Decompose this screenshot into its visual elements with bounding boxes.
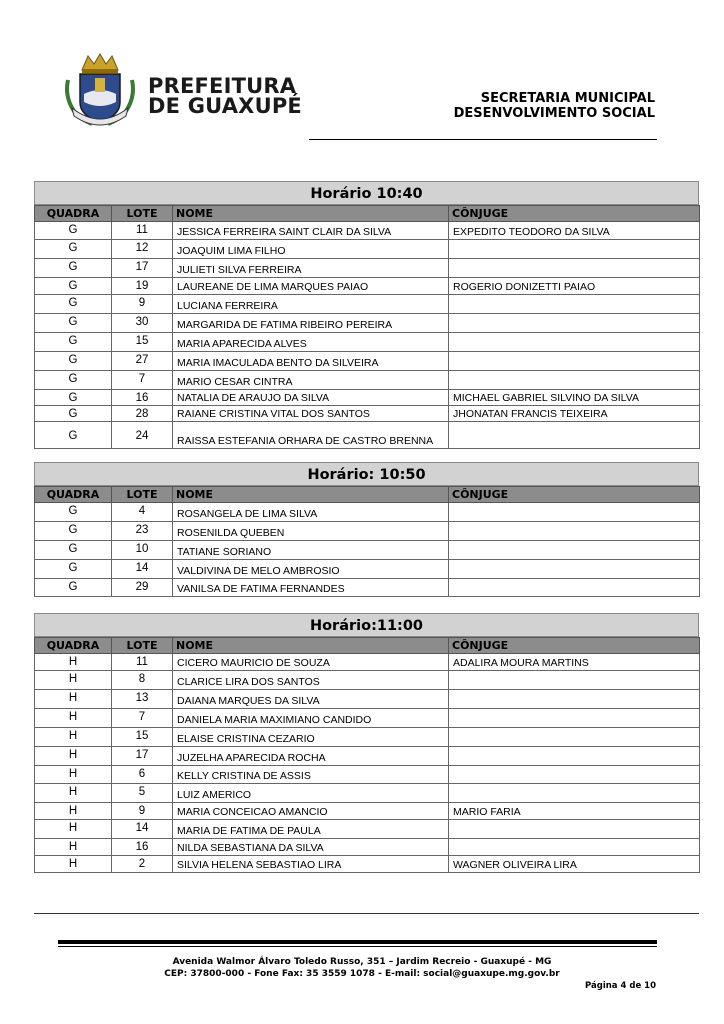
table-row [35, 422, 700, 449]
schedule-block-1040 [34, 181, 699, 449]
cell-nome: TATIANE SORIANO [173, 541, 449, 560]
cell-lote: 7 [112, 709, 173, 728]
table-row [35, 240, 700, 259]
page-number: Página 4 de 10 [585, 981, 656, 991]
table-row [35, 522, 700, 541]
column-header-conjuge: CÔNJUGE [449, 638, 700, 654]
cell-nome: ELAISE CRISTINA CEZARIO [173, 728, 449, 747]
table-header-row [35, 638, 700, 654]
prefeitura-logo [62, 50, 302, 130]
cell-lote: 8 [112, 671, 173, 690]
cell-nome: MARIA IMACULADA BENTO DA SILVEIRA [173, 352, 449, 371]
footer-top-rule [34, 913, 699, 914]
cell-conjuge [449, 728, 700, 747]
cell-lote: 30 [112, 314, 173, 333]
brand-line-2: DE GUAXUPÉ [148, 94, 302, 118]
cell-quadra: H [35, 803, 112, 820]
cell-conjuge [449, 522, 700, 541]
table-row [35, 295, 700, 314]
department-line-2: DESENVOLVIMENTO SOCIAL [453, 106, 655, 121]
table-row [35, 503, 700, 522]
column-header-nome: NOME [173, 206, 449, 222]
cell-quadra: G [35, 278, 112, 295]
cell-conjuge [449, 422, 700, 449]
column-header-lote: LOTE [112, 487, 173, 503]
cell-conjuge: JHONATAN FRANCIS TEIXEIRA [449, 406, 700, 422]
table-row [35, 766, 700, 784]
table-row [35, 222, 700, 240]
table-header-row [35, 487, 700, 503]
cell-lote: 12 [112, 240, 173, 259]
cell-quadra: G [35, 422, 112, 449]
cell-nome: MARIA APARECIDA ALVES [173, 333, 449, 352]
cell-conjuge [449, 295, 700, 314]
cell-quadra: G [35, 259, 112, 278]
table-row [35, 406, 700, 422]
column-header-quadra: QUADRA [35, 206, 112, 222]
table-row [35, 690, 700, 709]
cell-lote: 14 [112, 560, 173, 579]
cell-conjuge [449, 352, 700, 371]
cell-lote: 15 [112, 728, 173, 747]
column-header-lote: LOTE [112, 206, 173, 222]
cell-conjuge [449, 579, 700, 597]
cell-quadra: G [35, 522, 112, 541]
cell-conjuge [449, 541, 700, 560]
cell-quadra: G [35, 503, 112, 522]
table-row [35, 654, 700, 671]
cell-lote: 11 [112, 222, 173, 240]
cell-quadra: H [35, 728, 112, 747]
cell-nome: ROSANGELA DE LIMA SILVA [173, 503, 449, 522]
cell-conjuge [449, 690, 700, 709]
cell-conjuge [449, 333, 700, 352]
brand-line-1: PREFEITURA [148, 74, 297, 98]
cell-lote: 9 [112, 295, 173, 314]
cell-nome: VANILSA DE FATIMA FERNANDES [173, 579, 449, 597]
cell-lote: 13 [112, 690, 173, 709]
cell-quadra: H [35, 671, 112, 690]
column-header-conjuge: CÔNJUGE [449, 206, 700, 222]
cell-nome: DANIELA MARIA MAXIMIANO CANDIDO [173, 709, 449, 728]
column-header-quadra: QUADRA [35, 487, 112, 503]
cell-quadra: G [35, 579, 112, 597]
cell-conjuge [449, 766, 700, 784]
cell-conjuge [449, 314, 700, 333]
cell-conjuge [449, 560, 700, 579]
cell-lote: 11 [112, 654, 173, 671]
cell-lote: 16 [112, 390, 173, 406]
header-divider [309, 139, 657, 140]
cell-lote: 29 [112, 579, 173, 597]
footer-contact: CEP: 37800-000 - Fone Fax: 35 3559 1078 - E-mail: social@guaxupe.mg.gov.br [164, 969, 560, 979]
footer-thin-rule [58, 946, 657, 947]
schedule-table [34, 637, 700, 873]
cell-quadra: G [35, 222, 112, 240]
cell-lote: 15 [112, 333, 173, 352]
cell-lote: 10 [112, 541, 173, 560]
block-title: Horário:11:00 [34, 613, 699, 637]
table-row [35, 314, 700, 333]
cell-conjuge: ROGERIO DONIZETTI PAIAO [449, 278, 700, 295]
cell-quadra: H [35, 839, 112, 856]
cell-nome: DAIANA MARQUES DA SILVA [173, 690, 449, 709]
cell-quadra: H [35, 690, 112, 709]
table-row [35, 839, 700, 856]
footer-address: Avenida Walmor Álvaro Toledo Russo, 351 – Jardim Recreio - Guaxupé - MG [172, 957, 552, 967]
cell-quadra: G [35, 314, 112, 333]
table-row [35, 856, 700, 873]
cell-nome: LUIZ AMERICO [173, 784, 449, 803]
cell-nome: RAIANE CRISTINA VITAL DOS SANTOS [173, 406, 449, 422]
column-header-quadra: QUADRA [35, 638, 112, 654]
cell-lote: 27 [112, 352, 173, 371]
department-line-1: SECRETARIA MUNICIPAL [480, 91, 655, 106]
cell-conjuge [449, 371, 700, 390]
column-header-lote: LOTE [112, 638, 173, 654]
column-header-nome: NOME [173, 487, 449, 503]
table-row [35, 560, 700, 579]
cell-conjuge [449, 503, 700, 522]
cell-nome: CLARICE LIRA DOS SANTOS [173, 671, 449, 690]
cell-quadra: H [35, 856, 112, 873]
table-row [35, 671, 700, 690]
cell-lote: 17 [112, 747, 173, 766]
cell-lote: 5 [112, 784, 173, 803]
table-row [35, 371, 700, 390]
cell-nome: MARGARIDA DE FATIMA RIBEIRO PEREIRA [173, 314, 449, 333]
cell-nome: RAISSA ESTEFANIA ORHARA DE CASTRO BRENNA [173, 422, 449, 449]
cell-quadra: G [35, 560, 112, 579]
cell-quadra: H [35, 654, 112, 671]
table-row [35, 352, 700, 371]
table-row [35, 259, 700, 278]
cell-quadra: G [35, 541, 112, 560]
cell-nome: SILVIA HELENA SEBASTIAO LIRA [173, 856, 449, 873]
cell-quadra: H [35, 747, 112, 766]
cell-lote: 23 [112, 522, 173, 541]
city-crest-icon [62, 50, 138, 128]
table-row [35, 784, 700, 803]
schedule-block-1050 [34, 462, 699, 597]
schedule-table [34, 486, 700, 597]
cell-nome: MARIA CONCEICAO AMANCIO [173, 803, 449, 820]
cell-conjuge [449, 259, 700, 278]
cell-quadra: G [35, 333, 112, 352]
table-header-row [35, 206, 700, 222]
schedule-table [34, 205, 700, 449]
cell-conjuge: WAGNER OLIVEIRA LIRA [449, 856, 700, 873]
cell-quadra: G [35, 406, 112, 422]
cell-lote: 7 [112, 371, 173, 390]
cell-conjuge [449, 240, 700, 259]
cell-lote: 24 [112, 422, 173, 449]
cell-quadra: H [35, 766, 112, 784]
column-header-conjuge: CÔNJUGE [449, 487, 700, 503]
cell-nome: MARIA DE FATIMA DE PAULA [173, 820, 449, 839]
table-row [35, 579, 700, 597]
cell-lote: 19 [112, 278, 173, 295]
cell-quadra: G [35, 352, 112, 371]
cell-nome: CICERO MAURICIO DE SOUZA [173, 654, 449, 671]
cell-quadra: H [35, 784, 112, 803]
cell-conjuge [449, 820, 700, 839]
cell-lote: 17 [112, 259, 173, 278]
table-row [35, 803, 700, 820]
cell-lote: 14 [112, 820, 173, 839]
cell-nome: MARIO CESAR CINTRA [173, 371, 449, 390]
table-row [35, 820, 700, 839]
cell-conjuge: MARIO FARIA [449, 803, 700, 820]
cell-nome: JOAQUIM LIMA FILHO [173, 240, 449, 259]
table-row [35, 278, 700, 295]
schedule-block-1100 [34, 613, 699, 873]
cell-nome: KELLY CRISTINA DE ASSIS [173, 766, 449, 784]
cell-quadra: G [35, 295, 112, 314]
cell-conjuge [449, 839, 700, 856]
cell-conjuge [449, 784, 700, 803]
column-header-nome: NOME [173, 638, 449, 654]
footer-thick-rule [58, 940, 657, 944]
cell-conjuge: MICHAEL GABRIEL SILVINO DA SILVA [449, 390, 700, 406]
cell-nome: JESSICA FERREIRA SAINT CLAIR DA SILVA [173, 222, 449, 240]
cell-nome: JULIETI SILVA FERREIRA [173, 259, 449, 278]
cell-nome: JUZELHA APARECIDA ROCHA [173, 747, 449, 766]
cell-lote: 16 [112, 839, 173, 856]
table-row [35, 747, 700, 766]
block-title: Horário: 10:50 [34, 462, 699, 486]
cell-lote: 6 [112, 766, 173, 784]
table-row [35, 541, 700, 560]
cell-quadra: G [35, 371, 112, 390]
cell-quadra: H [35, 820, 112, 839]
cell-nome: NILDA SEBASTIANA DA SILVA [173, 839, 449, 856]
cell-quadra: H [35, 709, 112, 728]
cell-conjuge [449, 671, 700, 690]
cell-lote: 2 [112, 856, 173, 873]
block-title: Horário 10:40 [34, 181, 699, 205]
cell-conjuge [449, 747, 700, 766]
cell-conjuge: ADALIRA MOURA MARTINS [449, 654, 700, 671]
cell-lote: 4 [112, 503, 173, 522]
cell-nome: LAUREANE DE LIMA MARQUES PAIAO [173, 278, 449, 295]
cell-lote: 9 [112, 803, 173, 820]
cell-lote: 28 [112, 406, 173, 422]
cell-nome: VALDIVINA DE MELO AMBROSIO [173, 560, 449, 579]
cell-nome: LUCIANA FERREIRA [173, 295, 449, 314]
table-row [35, 333, 700, 352]
cell-nome: NATALIA DE ARAUJO DA SILVA [173, 390, 449, 406]
table-row [35, 390, 700, 406]
table-row [35, 709, 700, 728]
cell-quadra: G [35, 240, 112, 259]
cell-conjuge [449, 709, 700, 728]
cell-quadra: G [35, 390, 112, 406]
cell-conjuge: EXPEDITO TEODORO DA SILVA [449, 222, 700, 240]
cell-nome: ROSENILDA QUEBEN [173, 522, 449, 541]
department-name [454, 91, 655, 121]
table-row [35, 728, 700, 747]
